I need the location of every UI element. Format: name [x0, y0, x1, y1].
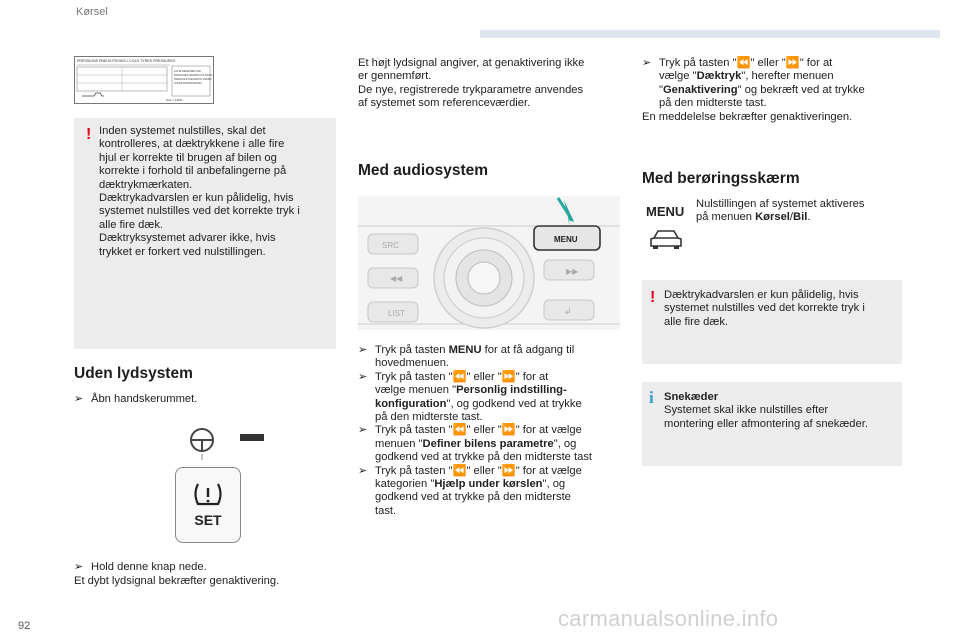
step-3: ➢ Tryk på tasten "⏪" eller "⏩" for at vælge menuen "Definer bilens parametre", og godkend ved at trykke på den midterste tast — [358, 424, 593, 464]
confirm-text: Et dybt lydsignal bekræfter genaktivering. — [74, 575, 280, 587]
radio-src-label: SRC — [382, 241, 399, 250]
warning-icon: ! — [650, 289, 656, 306]
page-number: 92 — [18, 620, 31, 632]
warning-text: Inden systemet nulstilles, skal det kontrolleres, at dæktrykkene i alle fire hjul er korrekte til brugen af bilen og korrekte i forhold til anbefalingerne på dæktrykmærkaten. Dæktrykadvarslen er kun pålidelig, hvis systemet nulstilles ved det korrekte tryk i alle fire dæk. Dæktryksystemet advarer ikke, hvis trykket er forkert ved nulstillingen. — [99, 125, 300, 258]
car-icon — [648, 228, 684, 250]
right-confirm-text: En meddelelse bekræfter genaktiveringen. — [642, 110, 853, 123]
label-heading: PRESSIONS PNEUS FROIDS • COLD TYRES PRESSURES — [77, 59, 176, 63]
radio-list-label: LIST — [388, 309, 405, 318]
section-header: Kørsel — [76, 6, 108, 18]
section-title-audio: Med audiosystem — [358, 162, 489, 179]
tyre-pressure-label-image — [74, 56, 214, 104]
warning-icon: ! — [86, 126, 92, 143]
radio-menu-label: MENU — [554, 235, 578, 244]
step-4: ➢ Tryk på tasten "⏪" eller "⏩" for at vælge kategorien "Hjælp under kørslen", og godkend ved at trykke på den midterste tast. — [358, 464, 582, 517]
label-lang-line: KOUDE BANDSPANNING — [174, 82, 203, 85]
warning-text: Dæktrykadvarslen er kun pålidelig, hvis systemet nulstilles ved det korrekte tryk i alle fire dæk. — [664, 289, 865, 328]
info-icon: i — [649, 388, 654, 407]
section-title-touchscreen: Med berøringsskærm — [642, 170, 800, 187]
label-lang-line: PRESIONES NEUMATICOS FRIOS — [174, 74, 213, 77]
svg-text:▶▶: ▶▶ — [566, 267, 579, 276]
bullet-icon: ➢ — [74, 561, 84, 574]
step-1: ➢ Tryk på tasten MENU for at få adgang til hovedmenuen. — [358, 344, 575, 370]
dashboard-icon-image — [180, 422, 276, 462]
info-text: Snekæder Systemet skal ikke nulstilles efter montering eller afmontering af snekæder. — [664, 391, 868, 430]
header-bar — [480, 30, 940, 38]
step-hold-button: ➢ Hold denne knap nede. — [74, 561, 207, 574]
warning-box-reset — [74, 118, 336, 349]
watermark: carmanualsonline.info — [558, 606, 779, 631]
set-button-label: SET — [194, 512, 222, 528]
intro-text: Et højt lydsignal angiver, at genaktivering ikke er gennemført. De nye, registrerede trykparametre anvendes af systemet som referenceværdier. — [358, 57, 585, 110]
menu-icon-label: MENU — [646, 204, 685, 219]
bullet-icon: ➢ — [74, 393, 84, 405]
svg-text:◀◀: ◀◀ — [390, 274, 403, 283]
audio-system-panel-image — [358, 196, 620, 330]
set-button[interactable] — [175, 467, 241, 543]
touchscreen-text: Nulstillingen af systemet aktiveres på menuen Kørsel/Bil. — [696, 198, 865, 224]
step-2: ➢ Tryk på tasten "⏪" eller "⏩" for at vælge menuen "Personlig indstilling- konfiguration", og godkend ved at trykke på den midterste tast. — [358, 370, 582, 424]
section-title-no-audio: Uden lydsystem — [74, 365, 193, 382]
step-open-glovebox: ➢ Åbn handskerummet. — [74, 393, 198, 405]
info-box-snow-chains — [642, 382, 902, 466]
label-lang-line: KALTE REIFENDRUCKE — [174, 70, 201, 73]
audio-steps — [358, 344, 620, 518]
warning-box-touchscreen — [642, 280, 902, 364]
label-lang-line: PRESSIONI PNEUMATICI FREDDI — [174, 78, 212, 81]
svg-text:↲: ↲ — [564, 306, 572, 316]
right-steps: ➢ Tryk på tasten "⏪" eller "⏩" for at vælge "Dæktryk", herefter menuen "Genaktivering" og bekræft ved at trykke på den midterste tast. En meddelelse bekræfter genaktiveringen. — [642, 57, 904, 124]
label-bottom-text: 1bar = 14PSI — [166, 98, 183, 102]
tyre-warning-icon — [190, 480, 226, 508]
